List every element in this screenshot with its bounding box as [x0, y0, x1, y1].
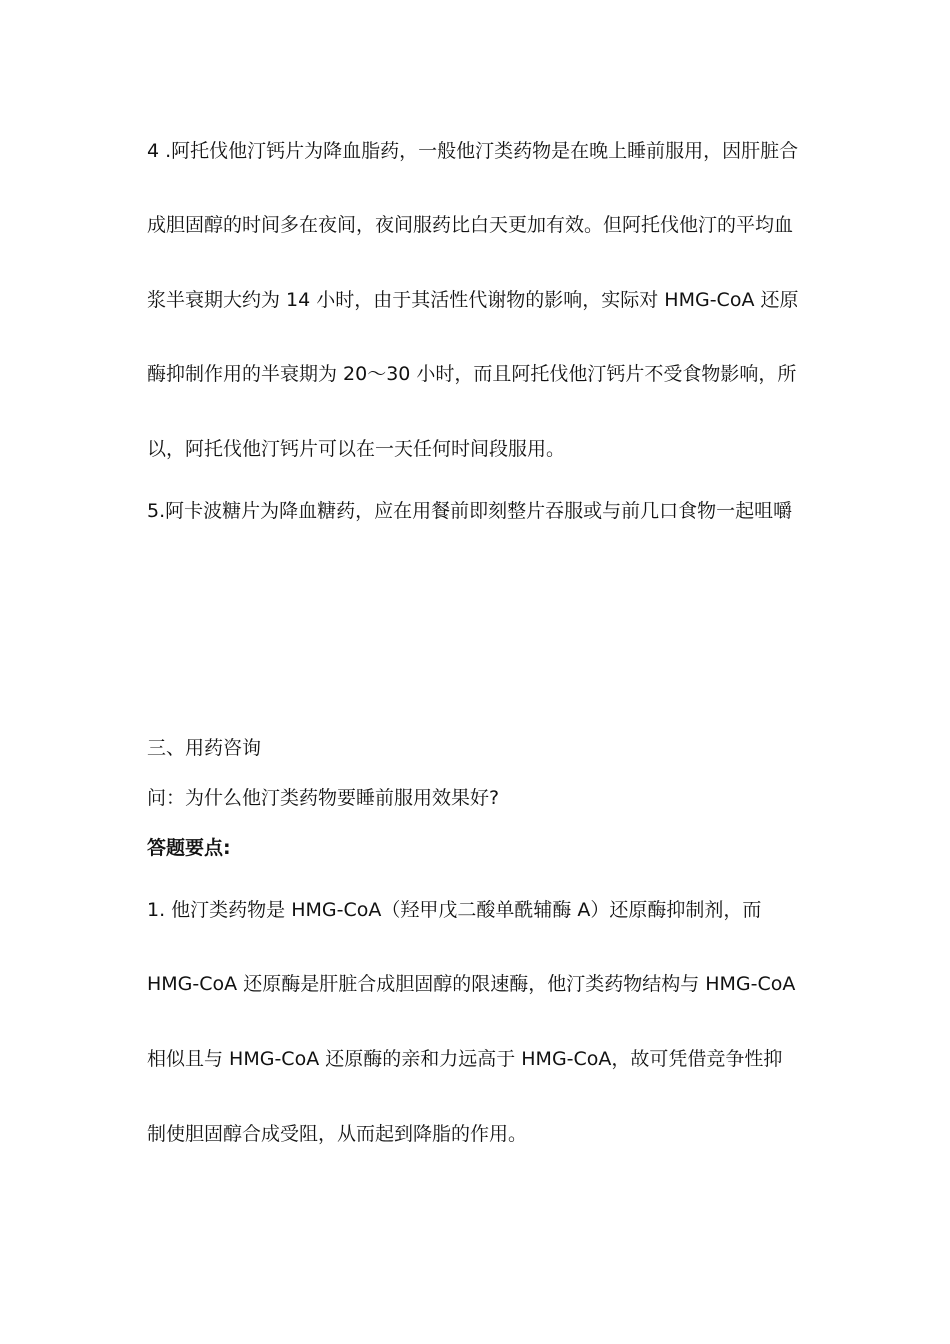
answer-line-3: 相似且与 HMG-CoA 还原酶的亲和力远高于 HMG-CoA，故可凭借竞争性抑: [147, 1048, 783, 1070]
answer-line-4: 制使胆固醇合成受阻，从而起到降脂的作用。: [147, 1123, 528, 1145]
item4-line-3: 浆半衰期大约为 14 小时，由于其活性代谢物的影响，实际对 HMG-CoA 还原: [147, 289, 799, 311]
answer-label: 答题要点:: [147, 837, 231, 859]
item4-line-1: 4 .阿托伐他汀钙片为降血脂药，一般他汀类药物是在晚上睡前服用，因肝脏合: [147, 140, 799, 162]
item5-line: 5.阿卡波糖片为降血糖药，应在用餐前即刻整片吞服或与前几口食物一起咀嚼: [147, 500, 793, 522]
consult-question: 问：为什么他汀类药物要睡前服用效果好?: [147, 787, 500, 809]
answer-line-1: 1. 他汀类药物是 HMG-CoA（羟甲戊二酸单酰辅酶 A）还原酶抑制剂，而: [147, 899, 762, 921]
item4-line-4: 酶抑制作用的半衰期为 20～30 小时，而且阿托伐他汀钙片不受食物影响，所: [147, 363, 797, 385]
answer-line-2: HMG-CoA 还原酶是肝脏合成胆固醇的限速酶，他汀类药物结构与 HMG-CoA: [147, 973, 796, 995]
item4-line-2: 成胆固醇的时间多在夜间，夜间服药比白天更加有效。但阿托伐他汀的平均血: [147, 214, 794, 236]
section-heading: 三、用药咨询: [147, 737, 262, 759]
item4-line-5: 以，阿托伐他汀钙片可以在一天任何时间段服用。: [147, 438, 566, 460]
